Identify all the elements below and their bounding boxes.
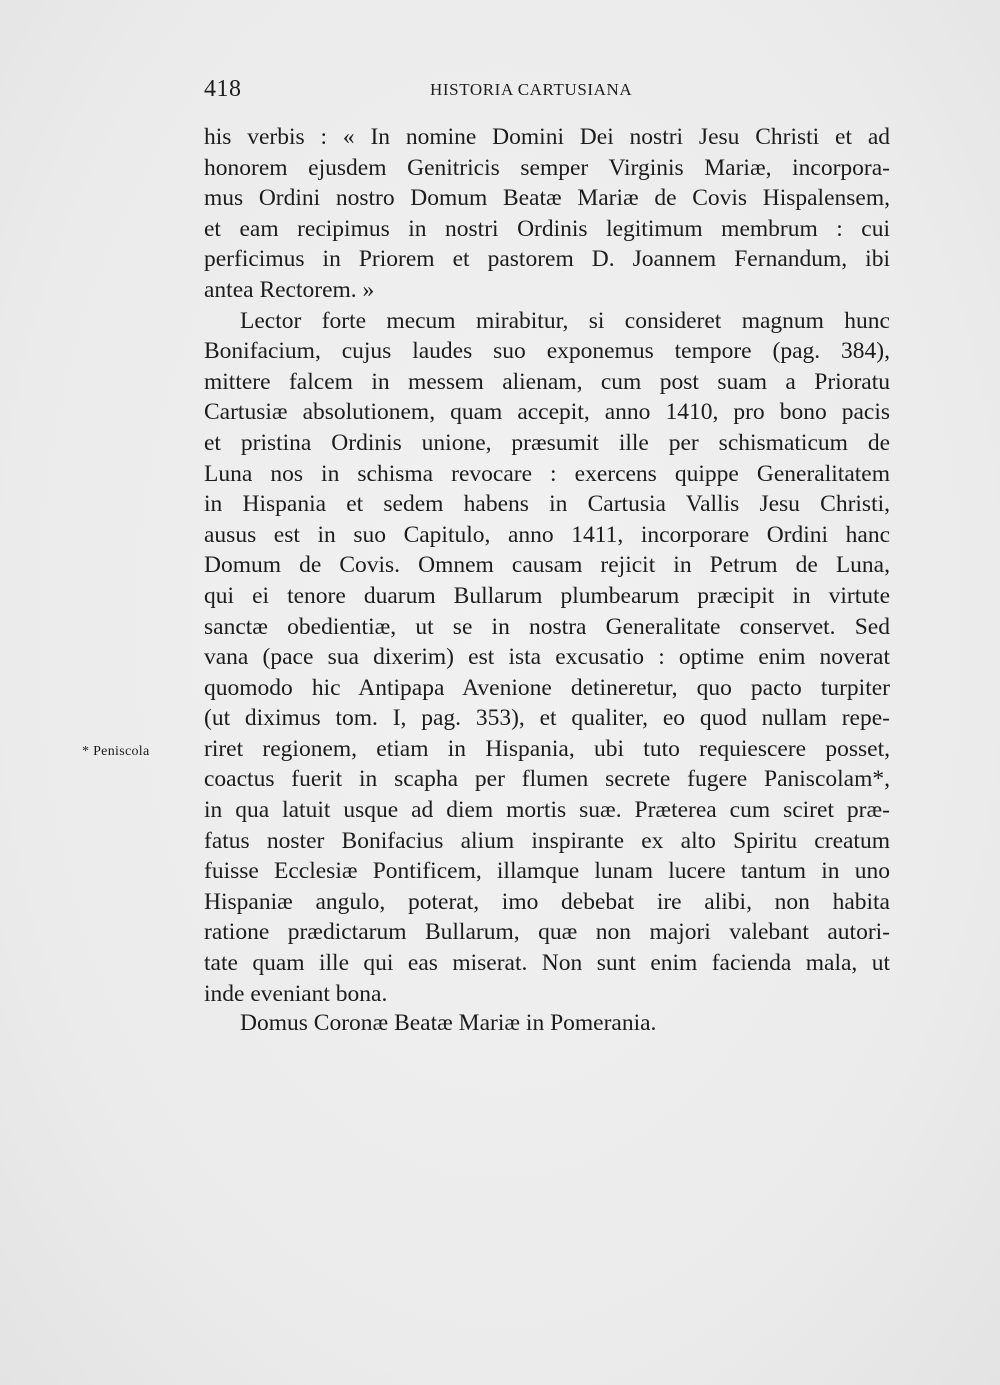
text-line: mus Ordini nostro Domum Beatæ Mariæ de Covis Hispalensem, [204,185,890,212]
text-line: et eam recipimus in nostri Ordinis legitimum membrum : cui [204,215,890,242]
page-number: 418 [204,76,242,102]
text-line: fatus noster Bonifacius alium inspirante ex alto Spiritu creatum [204,827,890,854]
text-line: sanctæ obedientiæ, ut se in nostra Generalitate conservet. Sed [204,613,890,640]
text-line: qui ei tenore duarum Bullarum plumbearum præcipit in virtute [204,582,890,609]
text-line: quomodo hic Antipapa Avenione detineretur, quo pacto turpiter [204,674,890,701]
text-line: vana (pace sua dixerim) est ista excusatio : optime enim noverat [204,644,890,671]
text-line: in Hispania et sedem habens in Cartusia Vallis Jesu Christi, [204,491,890,518]
text-line: perficimus in Priorem et pastorem D. Joannem Fernandum, ibi [204,246,890,273]
text-line: his verbis : « In nomine Domini Dei nostri Jesu Christi et ad [204,124,890,150]
text-line: et pristina Ordinis unione, præsumit ille per schismaticum de [204,429,890,456]
text-line: tate quam ille qui eas miserat. Non sunt enim facienda mala, ut [204,950,890,977]
body-text [204,122,890,1009]
text-line: in qua latuit usque ad diem mortis suæ. Præterea cum sciret præ- [204,797,890,824]
text-line: antea Rectorem. » [204,276,375,303]
text-line: inde eveniant bona. [204,980,388,1007]
margin-note: * Peniscola [82,744,150,759]
text-line: riret regionem, etiam in Hispania, ubi tuto requiescere posset, [204,735,890,762]
text-line: mittere falcem in messem alienam, cum post suam a Prioratu [204,368,890,395]
section-heading: Domus Coronæ Beatæ Mariæ in Pomerania. [240,1010,657,1036]
running-title: HISTORIA CARTUSIANA [430,80,633,99]
text-line: (ut diximus tom. I, pag. 353), et qualiter, eo quod nullam repe- [204,705,890,732]
text-line: Bonifacium, cujus laudes suo exponemus tempore (pag. 384), [204,338,890,365]
text-line: Lector forte mecum mirabitur, si consideret magnum hunc [240,307,890,334]
text-line: Luna nos in schisma revocare : exercens quippe Generalitatem [204,460,890,487]
text-line: ausus est in suo Capitulo, anno 1411, incorporare Ordini hanc [204,521,890,548]
text-line: Hispaniæ angulo, poterat, imo debebat ire alibi, non habita [204,888,890,915]
text-line: ratione prædictarum Bullarum, quæ non majori valebant autori- [204,919,890,946]
text-line: Cartusiæ absolutionem, quam accepit, anno 1410, pro bono pacis [204,399,890,426]
text-line: coactus fuerit in scapha per flumen secrete fugere Paniscolam*, [204,766,890,793]
text-line: honorem ejusdem Genitricis semper Virginis Mariæ, incorpora- [204,154,890,181]
running-head [204,76,890,106]
text-line: fuisse Ecclesiæ Pontificem, illamque lunam lucere tantum in uno [204,858,890,885]
text-line: Domum de Covis. Omnem causam rejicit in Petrum de Luna, [204,552,890,579]
